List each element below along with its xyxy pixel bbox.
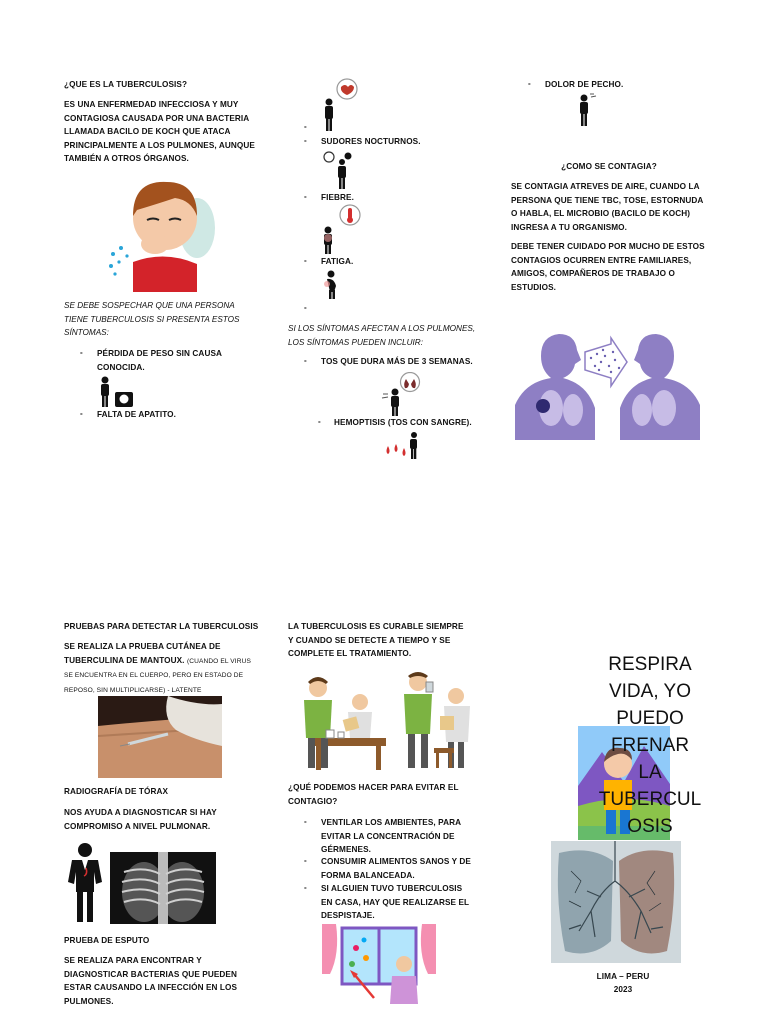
skin-test-photo (98, 696, 222, 778)
cover-title-line: FRENAR (610, 735, 690, 756)
how-contagion-title: ¿COMO SE CONTAGIA? (561, 162, 657, 171)
bullet-dash: - (304, 192, 307, 201)
bullet-dash: - (304, 883, 307, 892)
symptom-fever: FIEBRE. (321, 193, 354, 202)
mantoux-test (64, 640, 259, 697)
mantoux-main: SE REALIZA LA PRUEBA CUTÁNEA DE TUBERCULINA DE MANTOUX. (64, 642, 221, 665)
cover-title-line: TUBERCUL (598, 789, 702, 810)
symptom-weight-loss: PÉRDIDA DE PESO SIN CAUSA CONOCIDA. (97, 349, 222, 372)
lungs-tree-illustration (551, 841, 681, 963)
cover-title-line: LA (638, 762, 662, 783)
symptom-appetite: FALTA DE APATITO. (97, 410, 177, 419)
symptom-chest-pain: DOLOR DE PECHO. (545, 80, 624, 89)
cover-year: 2023 (613, 985, 633, 994)
prevention-ventilate: VENTILAR LOS AMBIENTES, PARA EVITAR LA CONCENTRACIÓN DE GÉRMENES. (321, 818, 461, 854)
tests-title: PRUEBAS PARA DETECTAR LA TUBERCULOSIS (64, 622, 259, 631)
what-is-tb-heading: ¿QUE ES LA TUBERCULOSIS? (64, 80, 188, 89)
bullet-dash: - (528, 79, 531, 88)
tb-definition: ES UNA ENFERMEDAD INFECCIOSA Y MUY CONTAGIOSA CAUSADA POR UNA BACTERIA LLAMADA BACILO DE KOCH QUE ATACA PRINCIPALMENTE A LOS PULMONES, AUNQUE TAMBIÉN A OTROS ÓRGANOS. (64, 100, 255, 163)
open-window-illustration (322, 924, 436, 1004)
suspect-symptoms-intro: SE DEBE SOSPECHAR QUE UNA PERSONA TIENE TUBERCULOSIS SI PRESENTA ESTOS SÍNTOMAS: (64, 301, 240, 337)
bullet-dash: - (304, 136, 307, 145)
fever-thermometer-icon (318, 204, 364, 254)
cover-title-line: PUEDO (616, 708, 684, 729)
cover-title (585, 651, 715, 840)
prevention-title: ¿QUÉ PODEMOS HACER PARA EVITAR EL CONTAGIO? (288, 783, 459, 806)
bullet-dash: - (304, 303, 307, 312)
airborne-transmission-illustration (515, 330, 700, 440)
mantoux-note: (CUANDO EL VIRUS SE ENCUENTRA EN EL CUERPO, PERO EN ESTADO DE REPOSO, SIN MULTIPLICARSE) - LATENTE (64, 657, 251, 694)
chest-xray-photo (110, 852, 216, 924)
cough-lungs-icon (380, 372, 422, 416)
bullet-dash: - (304, 256, 307, 265)
blood-drops-icon (384, 432, 424, 460)
scale-icon (98, 376, 134, 408)
xray-title: RADIOGRAFÍA DE TÓRAX (64, 787, 169, 796)
symptom-night-sweats: SUDORES NOCTURNOS. (321, 137, 421, 146)
bullet-dash: - (304, 122, 307, 131)
night-sweats-icon (322, 150, 356, 190)
chest-pain-person-icon (320, 78, 360, 132)
contagion-description: SE CONTAGIA ATREVES DE AIRE, CUANDO LA PERSONA QUE TIENE TBC, TOSE, ESTORNUDA O HABLA, EL MICROBIO (BACILO DE KOCH) INGRESA A TU ORGANISMO. (511, 182, 704, 232)
cover-title-line: OSIS (627, 816, 673, 837)
curable-statement: LA TUBERCULOSIS ES CURABLE SIEMPRE Y CUANDO SE DETECTE A TIEMPO Y SE COMPLETE EL TRATAMIENTO. (288, 622, 464, 658)
lung-symptoms-intro: SI LOS SÍNTOMAS AFECTAN A LOS PULMONES, LOS SÍNTOMAS PUEDEN INCLUIR: (288, 324, 476, 347)
bullet-dash: - (80, 348, 83, 357)
xray-description: NOS AYUDA A DIAGNOSTICAR SI HAY COMPROMISO A NIVEL PULMONAR. (64, 808, 217, 831)
cover-title-line: VIDA, YO (608, 681, 691, 702)
symptom-cough-3-weeks: TOS QUE DURA MÁS DE 3 SEMANAS. (321, 357, 473, 366)
treatment-illustration (290, 672, 480, 772)
prevention-healthy-food: CONSUMIR ALIMENTOS SANOS Y DE FORMA BALANCEADA. (321, 857, 471, 880)
bullet-dash: - (304, 856, 307, 865)
symptom-hemoptysis: HEMOPTISIS (TOS CON SANGRE). (334, 418, 472, 427)
contagion-care-note: DEBE TENER CUIDADO POR MUCHO DE ESTOS CONTAGIOS OCURREN ENTRE FAMILIARES, AMIGOS, COMPAÑEROS DE TRABAJO O ESTUDIOS. (511, 242, 705, 292)
bullet-dash: - (318, 417, 321, 426)
coughing-child-illustration (105, 170, 220, 292)
sputum-description: SE REALIZA PARA ENCONTRAR Y DIAGNOSTICAR BACTERIAS QUE PUEDEN ESTAR CAUSANDO LA INFECCIÓN EN LOS PULMONES. (64, 956, 238, 1006)
symptom-fatigue: FATIGA. (321, 257, 354, 266)
fatigue-icon (322, 270, 342, 300)
bullet-dash: - (80, 409, 83, 418)
chest-pain-icon (574, 92, 598, 128)
bullet-dash: - (304, 817, 307, 826)
cover-title-line: RESPIRA (608, 654, 692, 675)
doctor-icon (64, 842, 106, 924)
cover-place: LIMA – PERU (596, 972, 650, 981)
sputum-title: PRUEBA DE ESPUTO (64, 936, 150, 945)
bullet-dash: - (304, 356, 307, 365)
prevention-screening: SI ALGUIEN TUVO TUBERCULOSIS EN CASA, HAY QUE REALIZARSE EL DESPISTAJE. (321, 884, 469, 920)
